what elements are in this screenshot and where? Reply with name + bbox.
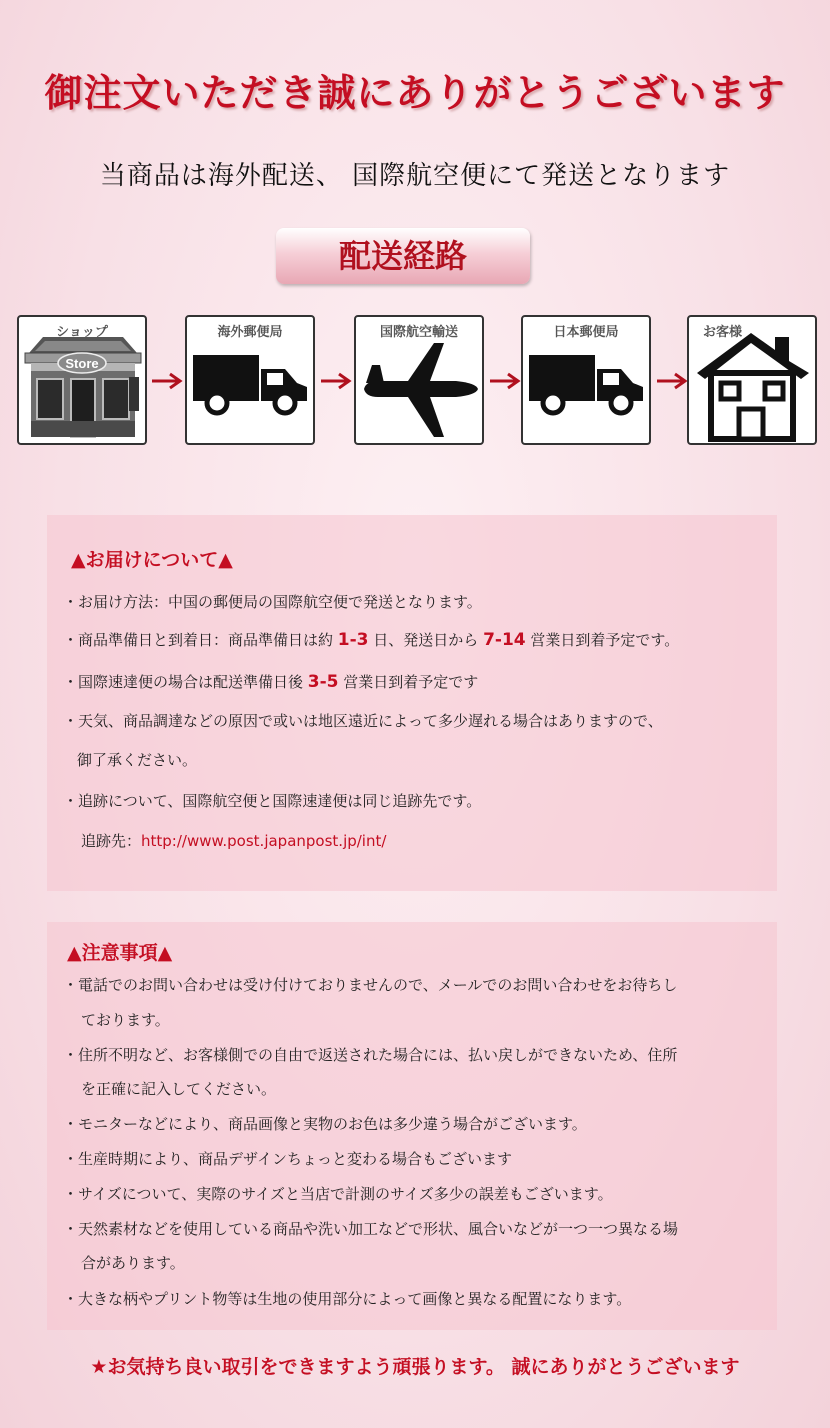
tracking-destination: 追跡先：http://www.post.japanpost.jp/int/ bbox=[81, 832, 387, 850]
page-title: 御注文いただき誠にありがとうございます bbox=[44, 71, 786, 115]
closing-message: ★お気持ち良い取引をできますよう頑張ります。 誠にありがとうございます bbox=[90, 1356, 740, 1378]
tracking-link[interactable]: http://www.post.japanpost.jp/int/ bbox=[141, 832, 387, 850]
step-label-air-transport: 国際航空輸送 bbox=[379, 325, 458, 340]
truck-icon bbox=[187, 317, 313, 443]
express-schedule: ・国際速達便の場合は配送準備日後 3-5 営業日到着予定です bbox=[63, 672, 479, 692]
shipping-notice: 当商品は海外配送、 国際航空便にて発送となります bbox=[99, 161, 731, 191]
arrow-icon bbox=[150, 371, 184, 391]
delivery-title: ▲お届けについて▲ bbox=[71, 549, 233, 571]
delivery-method: ・お届け方法：中国の郵便局の国際航空便で発送となります。 bbox=[63, 593, 482, 611]
step-label-overseas-post: 海外郵便局 bbox=[217, 325, 283, 340]
note-address-line-2: を正確に記入してください。 bbox=[81, 1080, 277, 1098]
transit-days-value: 7-14 bbox=[483, 630, 526, 650]
arrow-icon bbox=[319, 371, 353, 391]
route-step-customer bbox=[687, 315, 817, 445]
express-days-value: 3-5 bbox=[307, 672, 339, 692]
note-material-line-2: 合があります。 bbox=[81, 1254, 185, 1272]
delivery-schedule: ・商品準備日と到着日：商品準備日は約 1-3 日、発送日から 7-14 営業日到着予定です。 bbox=[63, 630, 680, 650]
airplane-icon bbox=[356, 317, 482, 443]
route-step-shop bbox=[17, 315, 147, 445]
notes-panel bbox=[47, 922, 777, 1330]
delivery-panel bbox=[47, 515, 777, 891]
note-phone-line-2: ております。 bbox=[81, 1011, 170, 1029]
note-design: ・生産時期により、商品デザインちょっと変わる場合もございます bbox=[63, 1150, 512, 1168]
note-size: ・サイズについて、実際のサイズと当店で計測のサイズ多少の誤差もございます。 bbox=[63, 1185, 613, 1203]
step-label-shop: ショップ bbox=[56, 325, 108, 340]
route-step-japan-post bbox=[521, 315, 651, 445]
route-step-air-transport bbox=[354, 315, 484, 445]
notes-title: ▲注意事項▲ bbox=[67, 942, 173, 964]
note-color: ・モニターなどにより、商品画像と実物のお色は多少違う場合がございます。 bbox=[63, 1115, 587, 1133]
step-label-customer: お客様 bbox=[703, 325, 743, 340]
store-sign: Store bbox=[65, 356, 99, 371]
prep-days-value: 1-3 bbox=[337, 630, 369, 650]
arrow-icon bbox=[655, 371, 689, 391]
note-phone-line-1: ・電話でのお問い合わせは受け付けておりませんので、メールでのお問い合わせをお待ちし bbox=[63, 976, 678, 994]
note-address-line-1: ・住所不明など、お客様側での自由で返送された場合には、払い戻しができないため、住所 bbox=[63, 1046, 678, 1064]
note-print: ・大きな柄やプリント物等は生地の使用部分によって画像と異なる配置になります。 bbox=[63, 1290, 632, 1308]
tracking-note: ・追跡について、国際航空便と国際速達便は同じ追跡先です。 bbox=[63, 792, 482, 810]
truck-icon bbox=[523, 317, 649, 443]
arrow-icon bbox=[488, 371, 522, 391]
step-label-japan-post: 日本郵便局 bbox=[553, 325, 619, 340]
note-material-line-1: ・天然素材などを使用している商品や洗い加工などで形状、風合いなどが一つ一つ異なる場 bbox=[63, 1220, 679, 1238]
route-heading: 配送経路 bbox=[276, 228, 530, 284]
delay-note-line-2: 御了承ください。 bbox=[77, 751, 198, 769]
route-step-overseas-post bbox=[185, 315, 315, 445]
delay-note-line-1: ・天気、商品調達などの原因で或いは地区遠近によって多少遅れる場合はありますので、 bbox=[63, 712, 663, 730]
